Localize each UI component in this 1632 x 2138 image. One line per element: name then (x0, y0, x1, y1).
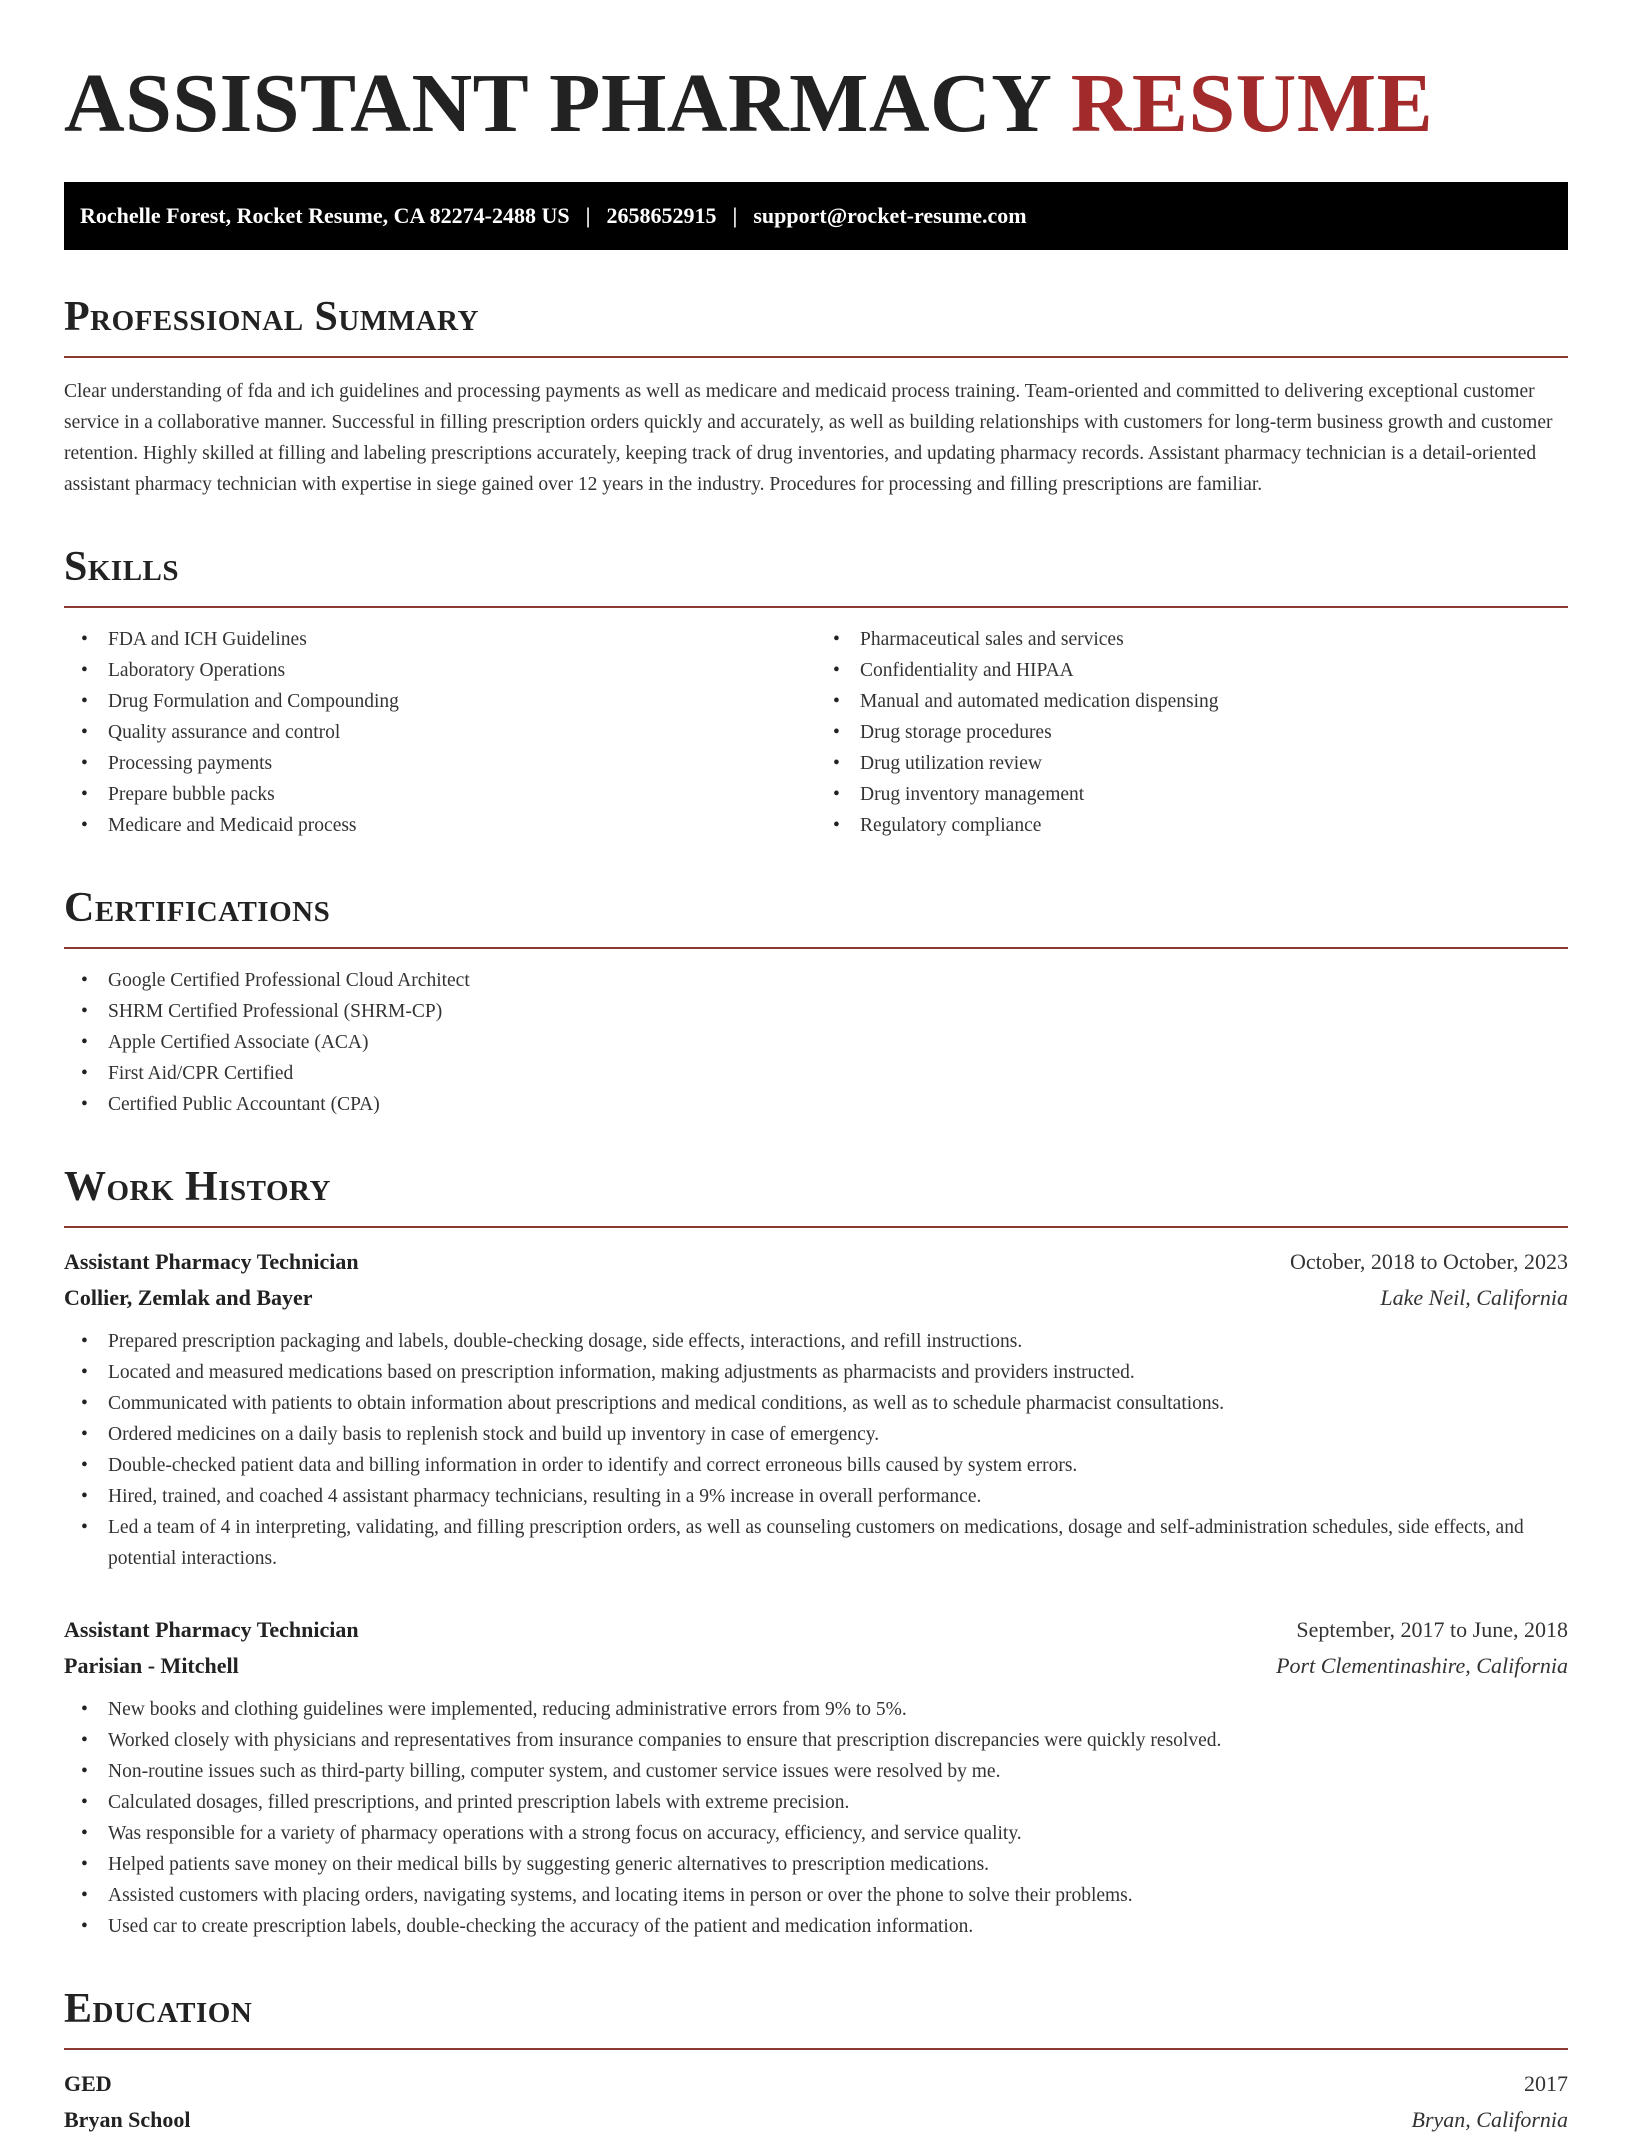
skill-item: • Drug utilization review (816, 748, 1568, 779)
job-title: Assistant Pharmacy Technician (64, 1617, 359, 1642)
skill-item: • Regulatory compliance (816, 810, 1568, 841)
job-dates: October, 2018 to October, 2023 (1289, 1249, 1568, 1274)
job-bullet: • Hired, trained, and coached 4 assistant pharmacy technicians, resulting in a 9% increase in overall performance. (64, 1481, 1568, 1512)
job-company-row (64, 1280, 1568, 1316)
education-section (64, 1984, 1568, 2138)
job-entry (64, 1612, 1568, 1942)
contact-bar (64, 182, 1568, 250)
certification-item: • Certified Public Accountant (CPA) (64, 1089, 1568, 1120)
job-bullet: • Used car to create prescription labels, double-checking the accuracy of the patient and medication information. (64, 1911, 1568, 1942)
job-bullet: • Non-routine issues such as third-party billing, computer system, and customer service issues were resolved by me. (64, 1756, 1568, 1787)
skill-item: • Drug storage procedures (816, 717, 1568, 748)
certification-item: • Google Certified Professional Cloud Architect (64, 965, 1568, 996)
title-accent: RESUME (1070, 57, 1434, 150)
education-header-row (64, 2066, 1568, 2102)
skill-item: • Drug inventory management (816, 779, 1568, 810)
job-entry (64, 1244, 1568, 1574)
job-dates: September, 2017 to June, 2018 (1296, 1617, 1568, 1642)
contact-separator: | (732, 203, 738, 228)
section-divider (64, 1226, 1568, 1228)
job-header-row (64, 1612, 1568, 1648)
job-bullet: • Located and measured medications based on prescription information, making adjustments as pharmacists and providers instructed. (64, 1357, 1568, 1388)
skill-item: • Confidentiality and HIPAA (816, 655, 1568, 686)
job-bullet: • Communicated with patients to obtain information about prescriptions and medical conditions, as well as to schedule pharmacist consultations. (64, 1388, 1568, 1419)
job-bullet: • Was responsible for a variety of pharmacy operations with a strong focus on accuracy, efficiency, and service quality. (64, 1818, 1568, 1849)
job-header-row (64, 1244, 1568, 1280)
summary-section (64, 292, 1568, 500)
skill-item: • Processing payments (64, 748, 816, 779)
job-bullet: • Calculated dosages, filled prescriptions, and printed prescription labels with extreme precision. (64, 1787, 1568, 1818)
job-bullet: • New books and clothing guidelines were implemented, reducing administrative errors from 9% to 5%. (64, 1694, 1568, 1725)
job-company: Parisian - Mitchell (64, 1653, 239, 1678)
education-year: 2017 (1524, 2071, 1568, 2096)
certification-item: • Apple Certified Associate (ACA) (64, 1027, 1568, 1058)
skills-list-left (64, 624, 816, 841)
education-entry (64, 2066, 1568, 2138)
section-divider (64, 606, 1568, 608)
job-bullet: • Worked closely with physicians and representatives from insurance companies to ensure that prescription discrepancies were quickly resolved. (64, 1725, 1568, 1756)
skill-item: • Drug Formulation and Compounding (64, 686, 816, 717)
skill-item: • Manual and automated medication dispensing (816, 686, 1568, 717)
certification-item: • First Aid/CPR Certified (64, 1058, 1568, 1089)
job-bullet: • Assisted customers with placing orders, navigating systems, and locating items in person or over the phone to solve their problems. (64, 1880, 1568, 1911)
skill-item: • Prepare bubble packs (64, 779, 816, 810)
job-bullet-list (64, 1694, 1568, 1942)
skill-item: • Medicare and Medicaid process (64, 810, 816, 841)
education-school-row (64, 2102, 1568, 2138)
skill-item: • FDA and ICH Guidelines (64, 624, 816, 655)
education-location: Bryan, California (1411, 2107, 1568, 2132)
job-bullet: • Helped patients save money on their medical bills by suggesting generic alternatives to prescription medications. (64, 1849, 1568, 1880)
section-divider (64, 947, 1568, 949)
job-company-row (64, 1648, 1568, 1684)
contact-email: support@rocket-resume.com (753, 203, 1027, 228)
section-heading: Professional Summary (64, 294, 479, 340)
certifications-section (64, 883, 1568, 1120)
job-location: Port Clementinashire, California (1276, 1653, 1568, 1678)
title-main: ASSISTANT PHARMACY (64, 57, 1050, 150)
job-bullet: • Double-checked patient data and billing information in order to identify and correct erroneous bills caused by system errors. (64, 1450, 1568, 1481)
job-bullet-list (64, 1326, 1568, 1574)
resume-title (64, 54, 1568, 154)
section-heading: Certifications (64, 885, 331, 931)
skills-grid (64, 624, 1568, 841)
skill-item: • Quality assurance and control (64, 717, 816, 748)
skill-item: • Laboratory Operations (64, 655, 816, 686)
education-school: Bryan School (64, 2107, 191, 2132)
job-bullet: • Ordered medicines on a daily basis to replenish stock and build up inventory in case of emergency. (64, 1419, 1568, 1450)
job-company: Collier, Zemlak and Bayer (64, 1285, 313, 1310)
contact-address: Rochelle Forest, Rocket Resume, CA 82274-2488 US (80, 203, 570, 228)
section-heading: Education (64, 1986, 253, 2032)
work-history-section (64, 1162, 1568, 1942)
job-title: Assistant Pharmacy Technician (64, 1249, 359, 1274)
section-divider (64, 2048, 1568, 2050)
contact-phone: 2658652915 (606, 203, 717, 228)
skill-item: • Pharmaceutical sales and services (816, 624, 1568, 655)
job-bullet: • Led a team of 4 in interpreting, validating, and filling prescription orders, as well as counseling customers on medications, dosage and self-administration schedules, side effects, and potential interactions. (64, 1512, 1568, 1574)
certification-item: • SHRM Certified Professional (SHRM-CP) (64, 996, 1568, 1027)
job-location: Lake Neil, California (1380, 1285, 1568, 1310)
job-bullet: • Prepared prescription packaging and labels, double-checking dosage, side effects, interactions, and refill instructions. (64, 1326, 1568, 1357)
section-heading: Work History (64, 1164, 331, 1210)
education-degree: GED (64, 2071, 112, 2096)
summary-text: Clear understanding of fda and ich guidelines and processing payments as well as medicare and medicaid process training. Team-oriented and committed to delivering exceptional customer service in a collaborative manner. Successful in filling prescription orders quickly and accurately, as well as building relationships with customers for long-term business growth and customer retention. Highly skilled at filling and labeling prescriptions accurately, keeping track of drug inventories, and updating pharmacy records. Assistant pharmacy technician is a detail-oriented assistant pharmacy technician with expertise in siege gained over 12 years in the industry. Procedures for processing and filling prescriptions are familiar. (64, 381, 1553, 495)
skills-list-right (816, 624, 1568, 841)
section-divider (64, 356, 1568, 358)
contact-separator: | (585, 203, 591, 228)
certifications-list (64, 965, 1568, 1120)
section-heading: Skills (64, 544, 180, 590)
skills-section (64, 542, 1568, 841)
